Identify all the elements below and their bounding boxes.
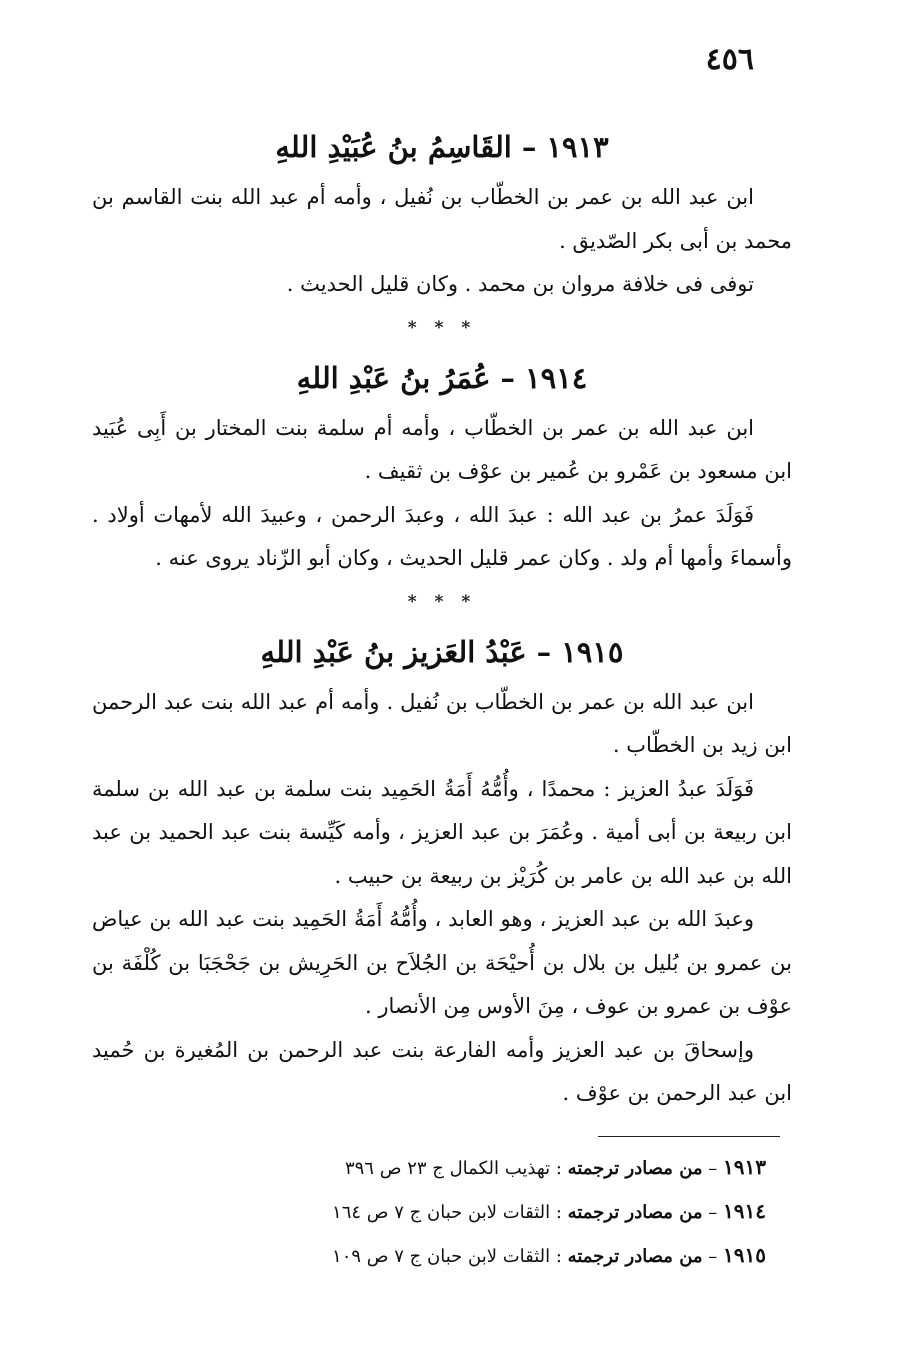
entry-1914 (92, 349, 792, 581)
entry-dash: – (500, 360, 515, 395)
section-separator: * * * (407, 591, 477, 612)
entry-paragraph: فَوَلَدَ عبدُ العزيز : محمدًا ، وأُمُّهُ أَمَةُ الحَمِيد بنت سلمة بن عبد الله بن سلمة ابن ربيعة بن أبى أمية . وعُمَرَ بن عبد العزيز ، وأمه كَيِّسة بنت عبد الحميد بن عبد الله بن عبد الله بن عامر بن كُرَيْز بن ربيعة بن حبيب . (92, 776, 792, 888)
entry-name: عَبْدُ العَزيز بنُ عَبْدِ اللهِ (260, 634, 527, 669)
footnote-1915 (332, 1234, 766, 1278)
entry-name: عُمَرُ بنُ عَبْدِ اللهِ (296, 360, 491, 395)
entry-dash: – (536, 634, 552, 669)
footnote-source: : تهذيب الكمال ج ٢٣ ص ٣٩٦ (344, 1158, 562, 1179)
footnote-source: : الثقات لابن حبان ج ٧ ص ١٠٩ (332, 1246, 562, 1267)
entry-paragraph: ابن عبد الله بن عمر بن الخطّاب بن نُفيل . وأمه أم عبد الله بنت عبد الرحمن ابن زيد بن الخطّاب . (92, 689, 792, 757)
footnote-number: ١٩١٣ (723, 1155, 766, 1179)
footnote-1914 (332, 1190, 766, 1234)
entry-title (92, 118, 792, 176)
footnote-source: : الثقات لابن حبان ج ٧ ص ١٦٤ (332, 1202, 562, 1223)
entry-1913 (92, 118, 792, 307)
entry-paragraph: فَوَلَدَ عمرُ بن عبد الله : عبدَ الله ، وعبدَ الرحمن ، وعبيدَ الله لأمهات أولاد . وأسماءَ وأمها أم ولد . وكان عمر قليل الحديث ، وكان أبو الزّناد يروى عنه . (92, 502, 792, 570)
entry-paragraph: توفى فى خلافة مروان بن محمد . وكان قليل الحديث . (286, 272, 754, 296)
footnote-1913 (332, 1146, 766, 1190)
footnote-dash: – (708, 1158, 718, 1179)
entry-paragraph: ابن عبد الله بن عمر بن الخطّاب ، وأمه أم سلمة بنت المختار بن أَبِى عُبَيد ابن مسعود بن عَمْرو بن عُمير بن عوْف بن ثقيف . (92, 415, 792, 483)
footnote-label: من مصادر ترجمته (567, 1246, 703, 1267)
entry-title (92, 349, 792, 407)
page-content (92, 118, 792, 1116)
entry-paragraph: وعبدَ الله بن عبد العزيز ، وهو العابد ، وأُمُّهُ أَمَةُ الحَمِيد بنت عبد الله بن عياض بن عمرو بن بُليل بن بلال بن أُحيْحَة بن الجُلاَح بن الحَرِيش بن جَحْجَبَا بن كُلْفَة بن عوْف بن عمرو بن عوف ، مِنَ الأوس مِن الأنصار . (92, 907, 792, 1018)
footnote-divider (598, 1136, 780, 1137)
footnote-number: ١٩١٥ (723, 1243, 766, 1267)
entry-paragraph: ابن عبد الله بن عمر بن الخطّاب بن نُفيل ، وأمه أم عبد الله بنت القاسم بن محمد بن أبى بكر الصّديق . (92, 185, 792, 253)
footnote-label: من مصادر ترجمته (567, 1202, 703, 1223)
entry-paragraph: وإسحاقَ بن عبد العزيز وأمه الفارعة بنت عبد الرحمن بن المُغيرة بن حُميد ابن عبد الرحمن بن عوْف . (92, 1037, 792, 1105)
entry-number: ١٩١٥ (561, 634, 624, 669)
footnote-label: من مصادر ترجمته (567, 1158, 703, 1179)
entry-title (92, 623, 792, 681)
footnote-number: ١٩١٤ (723, 1199, 766, 1223)
footnotes (332, 1146, 766, 1278)
entry-number: ١٩١٣ (546, 130, 609, 164)
page-number: ٤٥٦ (705, 42, 754, 77)
entry-dash: – (521, 130, 537, 164)
entry-number: ١٩١٤ (525, 360, 588, 395)
entry-name: القَاسِمُ بنُ عُبَيْدِ اللهِ (275, 130, 512, 164)
section-separator: * * * (407, 317, 477, 338)
footnote-dash: – (708, 1202, 718, 1223)
entry-1915 (92, 623, 792, 1116)
footnote-dash: – (708, 1246, 718, 1267)
